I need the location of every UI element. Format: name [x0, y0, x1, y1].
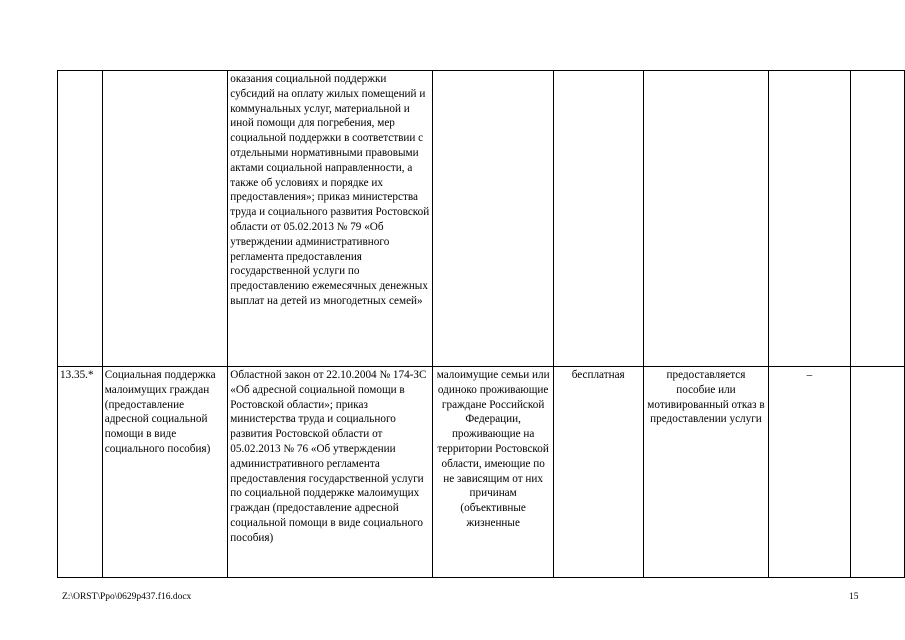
page-number: 15 — [849, 592, 859, 602]
table-row-continued — [58, 71, 905, 367]
cell-number — [58, 71, 103, 367]
cell-recipients — [433, 71, 553, 367]
cell-cost — [553, 71, 643, 367]
table-row-13-35 — [58, 367, 905, 578]
cell-recipients: малоимущие семьи или одиноко проживающие граждане Российской Федерации, проживающие на территории Ростовской области, имеющие по не зависящим от них причинам (объективные жизненные — [433, 367, 553, 578]
cell-service-name — [102, 71, 228, 367]
footer-file-path: Z:\ORST\Ppo\0629p437.f16.docx — [62, 592, 192, 602]
cell-extra — [769, 71, 850, 367]
cell-service-name: Социальная поддержка малоимущих граждан (предоставление адресной социальной помощи в виде социального пособия) — [102, 367, 228, 578]
cell-result: предоставляется пособие или мотивированный отказ в предоставлении услуги — [643, 367, 769, 578]
cell-last — [850, 71, 904, 367]
cell-result — [643, 71, 769, 367]
services-table — [57, 70, 905, 578]
cell-empty — [850, 367, 904, 578]
cell-last: – — [769, 367, 850, 578]
cell-cost: бесплатная — [553, 367, 643, 578]
cell-legal-basis: оказания социальной поддержки субсидий на оплату жилых помещений и коммунальных услуг, материальной и иной помощи для погребения, мер социальной поддержки в соответствии с отдельными нормативными правовыми актами социальной направленности, а также об условиях и порядке их предоставления»; приказ министерства труда и социального развития Ростовской области от 05.02.2013 № 79 «Об утверждении административного регламента предоставления государственной услуги по предоставлению ежемесячных денежных выплат на детей из многодетных семей» — [228, 71, 433, 367]
cell-number: 13.35.* — [58, 367, 103, 578]
cell-legal-basis: Областной закон от 22.10.2004 № 174-ЗС «Об адресной социальной помощи в Ростовской области»; приказ министерства труда и социального развития Ростовской области от 05.02.2013 № 76 «Об утверждении административного регламента предоставления государственной услуги по социальной поддержке малоимущих граждан (предоставление адресной социальной помощи в виде социального пособия) — [228, 367, 433, 578]
